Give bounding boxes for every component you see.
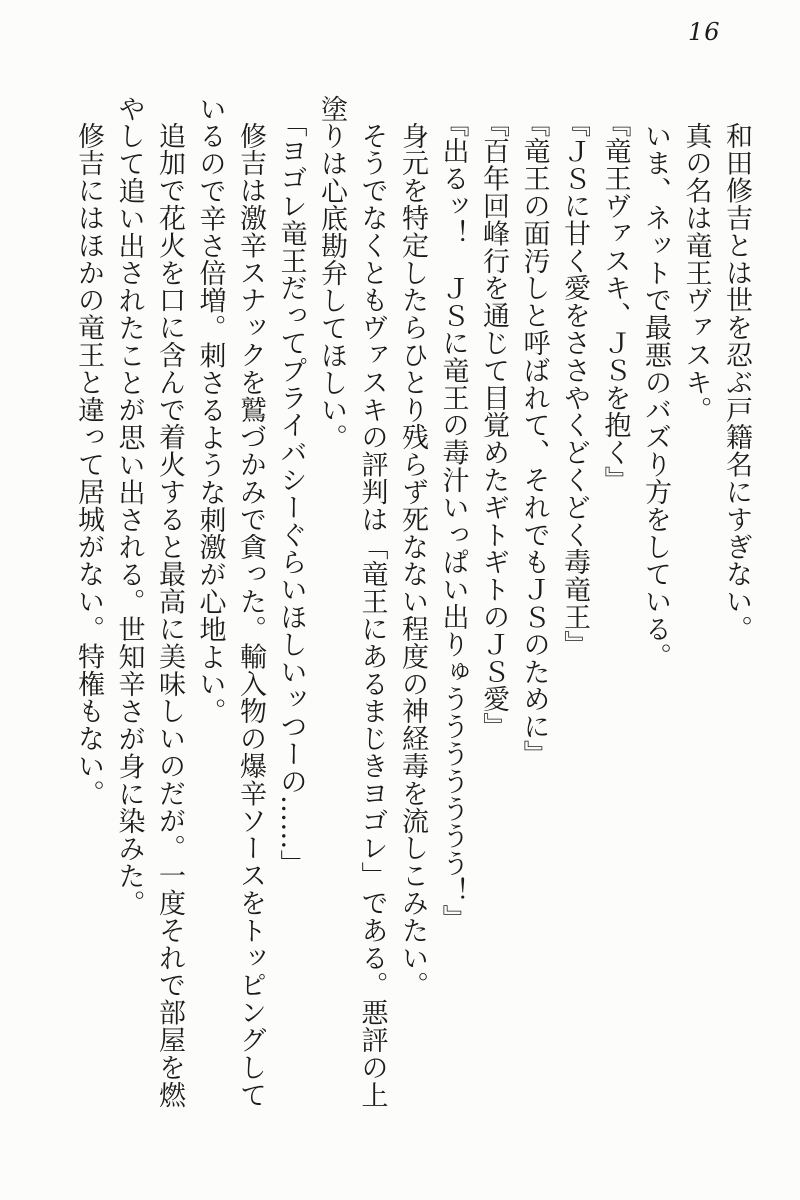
paragraph: 修吉は激辛スナックを鷲づかみで貪った。輸入物の爆辛ソースをトッピングしているので辛さ倍増。刺さるような刺激が心地よい。	[194, 95, 266, 1109]
vertical-text-block	[68, 95, 757, 1127]
paragraph: 真の名は竜王ヴァスキ。	[680, 122, 712, 424]
paragraph: 「ヨゴレ竜王だってプライバシーぐらいほしいッつーの……」	[275, 109, 307, 878]
paragraph: いま、ネットで最悪のバズり方をしている。	[640, 122, 671, 670]
paragraph: 『百年回峰行を通じて目覚めたギトギトのＪＳ愛』	[478, 109, 509, 741]
paragraph: そうでなくともヴァスキの評判は「竜王にあるまじきヨゴレ」である。悪評の上塗りは心底勘弁してほしい。	[316, 95, 388, 1109]
paragraph: 『ＪＳに甘く愛をささやくどくどく毒竜王』	[559, 109, 590, 658]
paragraph: 『竜王ヴァスキ、ＪＳを抱く』	[599, 109, 631, 494]
paragraph: 和田修吉とは世を忍ぶ戸籍名にすぎない。	[721, 122, 752, 643]
paragraph: 修吉にはほかの竜王と違って居城がない。特権もない。	[73, 122, 104, 807]
paragraph: 身元を特定したらひとり残らず死なない程度の神経毒を流しこみたい。	[397, 122, 428, 999]
page-number: 16	[688, 18, 721, 46]
paragraph: 『出るッ！ ＪＳに竜王の毒汁いっぱい出りゅううううううう！』	[437, 109, 469, 932]
paragraph: 追加で花火を口に含んで着火すると最高に美味しいのだが。一度それで部屋を燃やして追い出されたことが思い出される。世知辛さが身に染みた。	[113, 95, 185, 1109]
paragraph: 『竜王の面汚しと呼ばれて、それでもＪＳのために』	[518, 109, 550, 768]
